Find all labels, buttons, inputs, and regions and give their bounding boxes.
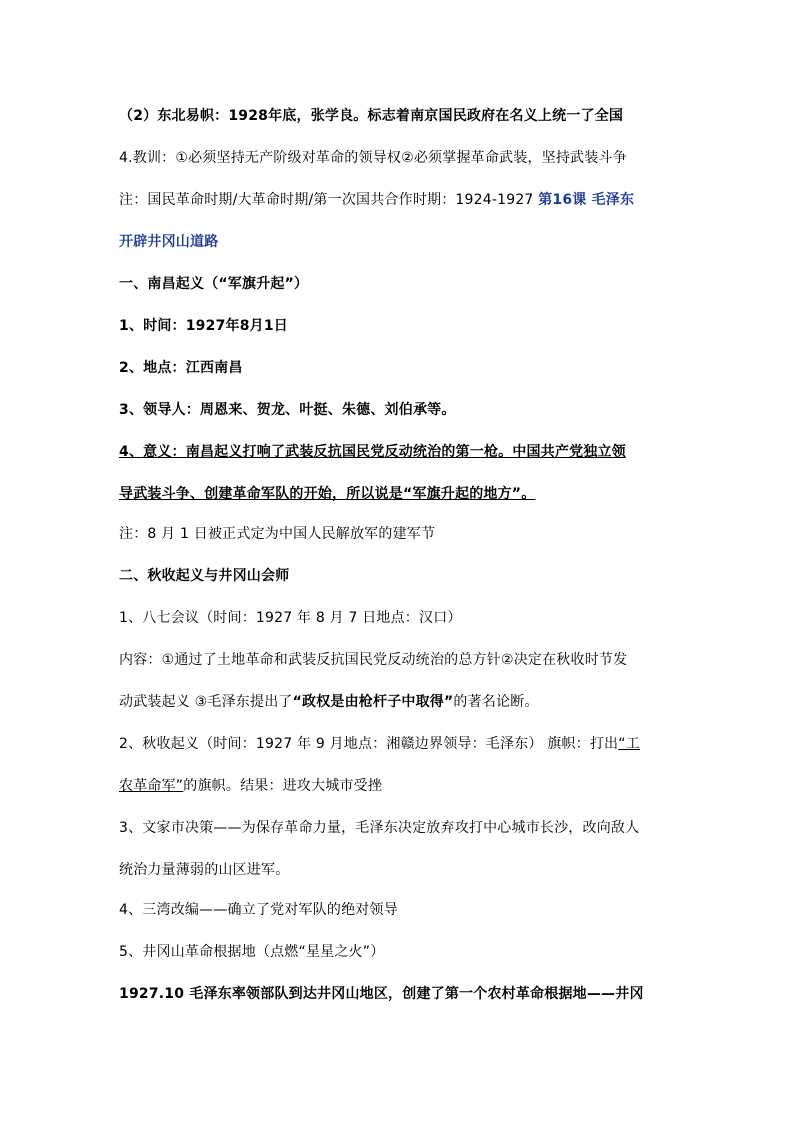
text-line-content-continued <box>119 692 679 712</box>
text-line-wenjiashi-continued <box>119 860 679 880</box>
text-sanwan: 4、三湾改编——确立了党对军队的绝对领导 <box>119 902 398 918</box>
lesson-heading-continued <box>119 232 679 252</box>
text-time: 1、时间：1927年8月1日 <box>119 318 288 334</box>
text-note-period: 注：国民革命时期/大革命时期/第一次国共合作时期：1924-1927 <box>119 192 534 208</box>
text-line-base-area <box>119 984 679 1004</box>
text-line-wenjiashi <box>119 818 679 838</box>
text-line-leaders <box>119 400 679 420</box>
section-heading-nanchang <box>119 274 679 294</box>
text-line-note-period <box>119 190 679 210</box>
text-significance: 4、意义：南昌起义打响了武装反抗国民党反动统治的第一枪。中国共产党独立领 <box>119 444 626 460</box>
text-line-place <box>119 358 679 378</box>
text-line-autumn-uprising <box>119 734 679 754</box>
text-line-august-meeting <box>119 608 679 628</box>
text-line-content <box>119 650 679 670</box>
text-flag-result: 的旗帜。结果：进攻大城市受挫 <box>183 778 383 794</box>
text-line-lesson <box>119 148 679 168</box>
text-line-time <box>119 316 679 336</box>
text-leaders: 3、领导人：周恩来、贺龙、叶挺、朱德、刘伯承等。 <box>119 402 456 418</box>
text-august-meeting: 1、八七会议（时间：1927 年 8 月 7 日地点：汉口） <box>119 610 462 626</box>
text-line-autumn-uprising-continued <box>119 776 679 796</box>
section-heading-nanchang-text: 一、南昌起义（“军旗升起”） <box>119 276 309 292</box>
text-flag-start: “工 <box>618 736 640 752</box>
text-famous-thesis: 的著名论断。 <box>453 694 539 710</box>
text-line-army-day <box>119 524 679 544</box>
text-wenjiashi: 3、文家市决策——为保存革命力量，毛泽东决定放弃攻打中心城市长沙，改向敌人 <box>119 820 640 836</box>
text-line-sanwan <box>119 900 679 920</box>
text-line-significance-continued <box>119 484 679 504</box>
lesson-heading: 第16课 毛泽东 <box>538 192 635 208</box>
text-lesson: 4.教训：①必须坚持无产阶级对革命的领导权②必须掌握革命武装，坚持武装斗争 <box>119 150 627 166</box>
text-content-continued: 动武装起义 ③毛泽东提出了 <box>119 694 293 710</box>
text-northeast: （2）东北易帜：1928年底，张学良。标志着南京国民政府在名义上统一了全国 <box>119 108 624 124</box>
text-content: 内容：①通过了土地革命和武装反抗国民党反动统治的总方针②决定在秋收时节发 <box>119 652 628 668</box>
text-wenjiashi-continued: 统治力量薄弱的山区进军。 <box>119 862 290 878</box>
text-line-jinggangshan <box>119 942 679 962</box>
text-quote-power: “政权是由枪杆子中取得” <box>292 694 454 710</box>
text-autumn-uprising: 2、秋收起义（时间：1927 年 9 月地点：湘赣边界领导：毛泽东） 旗帜：打出 <box>119 736 619 752</box>
section-heading-autumn-text: 二、秋收起义与井冈山会师 <box>119 568 290 584</box>
lesson-heading-continued-text: 开辟井冈山道路 <box>119 234 219 250</box>
text-place: 2、地点：江西南昌 <box>119 360 243 376</box>
section-heading-autumn <box>119 566 679 586</box>
text-flag-end: 农革命军” <box>119 778 184 794</box>
text-jinggangshan: 5、井冈山革命根据地（点燃“星星之火”） <box>119 944 385 960</box>
text-army-day: 注：8 月 1 日被正式定为中国人民解放军的建军节 <box>119 526 436 542</box>
text-line-significance <box>119 442 679 462</box>
text-significance-continued: 导武装斗争、创建革命军队的开始，所以说是“军旗升起的地方”。 <box>119 486 536 502</box>
text-base-area: 1927.10 毛泽东率领部队到达井冈山地区，创建了第一个农村革命根据地——井冈 <box>119 986 644 1002</box>
text-line-northeast <box>119 106 679 126</box>
